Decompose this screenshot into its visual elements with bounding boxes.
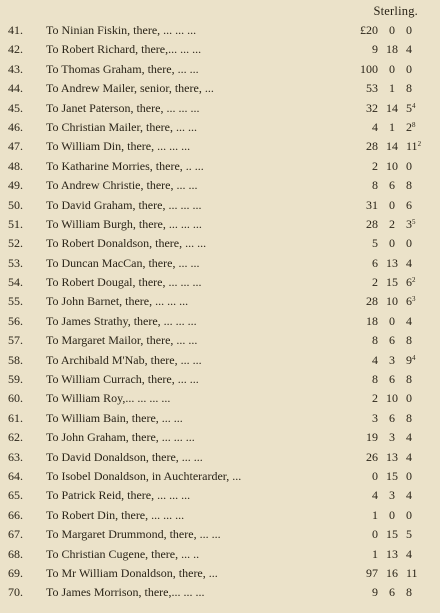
amount-shillings: 3: [389, 488, 395, 503]
amount-shillings: 13: [386, 255, 398, 270]
entry-number: 45.: [8, 100, 23, 115]
entry-number: 69.: [8, 565, 23, 580]
ledger-row: [0, 428, 440, 447]
amount-pence: $2^8$: [406, 119, 416, 134]
entry-number: 50.: [8, 197, 23, 212]
amount-pence-fraction: 5: [412, 217, 416, 226]
entry-description: To William Currach, there, ... ...: [46, 372, 199, 387]
entry-description: To Katharine Morries, there, .. ...: [46, 158, 204, 173]
amount-pence: 4: [406, 449, 412, 464]
amount-shillings: 15: [386, 527, 398, 542]
entry-description: To Robert Richard, there,... ... ...: [46, 42, 202, 57]
ledger-row: [0, 273, 440, 292]
currency-header: Sterling.: [373, 4, 418, 18]
amount-shillings: 1: [389, 81, 395, 96]
entry-description: To Robert Dougal, there, ... ... ...: [46, 275, 202, 290]
entry-number: 56.: [8, 313, 23, 328]
entry-description: To Archibald M'Nab, there, ... ...: [46, 352, 202, 367]
ledger-row: [0, 254, 440, 273]
entry-number: 43.: [8, 61, 23, 76]
entry-number: 44.: [8, 81, 23, 96]
amount-pounds: 4: [372, 119, 378, 134]
entry-number: 54.: [8, 275, 23, 290]
ledger-rows: [0, 21, 440, 603]
entry-number: 64.: [8, 468, 23, 483]
entry-number: 42.: [8, 42, 23, 57]
amount-pence-fraction: 2: [412, 276, 416, 285]
entry-description: To Robert Donaldson, there, ... ...: [46, 236, 207, 251]
entry-description: To Thomas Graham, there, ... ...: [46, 61, 199, 76]
entry-description: To James Strathy, there, ... ... ...: [46, 313, 197, 328]
entry-description: To Andrew Christie, there, ... ...: [46, 178, 198, 193]
amount-pounds: 19: [366, 430, 378, 445]
amount-pounds: 5: [372, 236, 378, 251]
entry-number: 59.: [8, 372, 23, 387]
amount-shillings: 10: [386, 294, 398, 309]
entry-description: To Christian Mailer, there, ... ...: [46, 119, 197, 134]
entry-number: 46.: [8, 119, 23, 134]
entry-number: 61.: [8, 410, 23, 425]
amount-pounds: 2: [372, 158, 378, 173]
entry-description: To David Donaldson, there, ... ...: [46, 449, 203, 464]
entry-description: To Isobel Donaldson, in Auchterarder, ...: [46, 468, 242, 483]
amount-pence: 8: [406, 372, 412, 387]
amount-shillings: 6: [389, 585, 395, 600]
ledger-row: [0, 331, 440, 350]
amount-pounds: 26: [366, 449, 378, 464]
amount-pence: 0: [406, 236, 412, 251]
amount-pounds: 4: [372, 488, 378, 503]
amount-pence: 11: [406, 565, 418, 580]
amount-pounds: 100: [360, 61, 378, 76]
ledger-row: [0, 448, 440, 467]
amount-pence: 4: [406, 255, 412, 270]
ledger-row: [0, 21, 440, 40]
entry-description: To David Graham, there, ... ... ...: [46, 197, 202, 212]
entry-number: 47.: [8, 139, 23, 154]
ledger-row: [0, 312, 440, 331]
ledger-row: [0, 564, 440, 583]
amount-pounds: 28: [366, 139, 378, 154]
amount-shillings: 13: [386, 546, 398, 561]
ledger-row: [0, 176, 440, 195]
amount-shillings: 10: [386, 391, 398, 406]
entry-number: 51.: [8, 216, 23, 231]
amount-shillings: 16: [386, 565, 398, 580]
ledger-row: [0, 389, 440, 408]
ledger-row: [0, 234, 440, 253]
entry-description: To John Graham, there, ... ... ...: [46, 430, 195, 445]
amount-pence: $5^4$: [406, 100, 416, 115]
amount-shillings: 15: [386, 468, 398, 483]
ledger-row: [0, 506, 440, 525]
entry-description: To Janet Paterson, there, ... ... ...: [46, 100, 200, 115]
ledger-row: [0, 583, 440, 602]
amount-pounds: 4: [372, 352, 378, 367]
amount-shillings: 0: [389, 313, 395, 328]
amount-shillings: 14: [386, 139, 398, 154]
amount-shillings: 0: [389, 197, 395, 212]
amount-pence: 4: [406, 430, 412, 445]
entry-number: 48.: [8, 158, 23, 173]
amount-pounds: 9: [372, 42, 378, 57]
amount-pounds: 0: [372, 527, 378, 542]
amount-pounds: 97: [366, 565, 378, 580]
ledger-row: [0, 292, 440, 311]
entry-number: 52.: [8, 236, 23, 251]
amount-pounds: 32: [366, 100, 378, 115]
entry-number: 55.: [8, 294, 23, 309]
ledger-row: [0, 60, 440, 79]
entry-description: To Robert Din, there, ... ... ...: [46, 507, 185, 522]
amount-shillings: 18: [386, 42, 398, 57]
amount-pence-fraction: 4: [412, 101, 416, 110]
entry-description: To William Din, there, ... ... ...: [46, 139, 191, 154]
amount-pence: 8: [406, 81, 412, 96]
amount-pounds: 3: [372, 410, 378, 425]
entry-description: To Margaret Drummond, there, ... ...: [46, 527, 221, 542]
ledger-row: [0, 196, 440, 215]
amount-pounds: 28: [366, 294, 378, 309]
entry-description: To Andrew Mailer, senior, there, ...: [46, 81, 214, 96]
entry-description: To Ninian Fiskin, there, ... ... ...: [46, 23, 197, 37]
entry-number: 53.: [8, 255, 23, 270]
entry-description: To Margaret Mailor, there, ... ...: [46, 333, 198, 348]
amount-pence: 6: [406, 197, 412, 212]
entry-number: 41.: [8, 23, 23, 37]
amount-pounds: 18: [366, 313, 378, 328]
amount-pence: $11^2$: [406, 139, 422, 154]
entry-number: 57.: [8, 333, 23, 348]
amount-pounds: 9: [372, 585, 378, 600]
amount-shillings: 0: [389, 236, 395, 251]
entry-number: 49.: [8, 178, 23, 193]
amount-pence: 0: [406, 61, 412, 76]
amount-pence: 0: [406, 391, 412, 406]
amount-shillings: 2: [389, 216, 395, 231]
entry-description: To William Bain, there, ... ...: [46, 410, 183, 425]
amount-pence: $9^4$: [406, 352, 416, 367]
entry-number: 62.: [8, 430, 23, 445]
entry-number: 63.: [8, 449, 23, 464]
ledger-row: [0, 545, 440, 564]
entry-description: To Duncan MacCan, there, ... ...: [46, 255, 200, 270]
entry-number: 58.: [8, 352, 23, 367]
ledger-row: [0, 370, 440, 389]
amount-shillings: 1: [389, 119, 395, 134]
amount-pence: 4: [406, 546, 412, 561]
entry-description: To William Burgh, there, ... ... ...: [46, 216, 202, 231]
ledger-row: [0, 137, 440, 156]
ledger-row: [0, 79, 440, 98]
amount-shillings: 10: [386, 158, 398, 173]
entry-description: To James Morrison, there,... ... ...: [46, 585, 205, 600]
entry-description: To Christian Cugene, there, ... ..: [46, 546, 200, 561]
amount-shillings: 6: [389, 333, 395, 348]
ledger-row: [0, 118, 440, 137]
ledger-row: [0, 351, 440, 370]
amount-pounds: 53: [366, 81, 378, 96]
amount-pounds: 8: [372, 372, 378, 387]
entry-description: To Patrick Reid, there, ... ... ...: [46, 488, 191, 503]
amount-pence: $6^2$: [406, 275, 416, 290]
entry-description: To Mr William Donaldson, there, ...: [46, 565, 218, 580]
amount-pounds: 6: [372, 255, 378, 270]
amount-pounds: 1: [372, 546, 378, 561]
amount-shillings: 13: [386, 449, 398, 464]
amount-shillings: 0: [389, 61, 395, 76]
amount-shillings: 6: [389, 372, 395, 387]
ledger-row: [0, 467, 440, 486]
amount-shillings: 3: [389, 352, 395, 367]
amount-pounds: 0: [372, 468, 378, 483]
amount-shillings: 0: [389, 23, 395, 37]
amount-pounds: 8: [372, 333, 378, 348]
amount-shillings: 14: [386, 100, 398, 115]
amount-pence: $6^3$: [406, 294, 416, 309]
amount-shillings: 3: [389, 430, 395, 445]
ledger-row: [0, 157, 440, 176]
entry-description: To John Barnet, there, ... ... ...: [46, 294, 189, 309]
amount-pence: 8: [406, 410, 412, 425]
ledger-row: [0, 40, 440, 59]
amount-pence: 4: [406, 313, 412, 328]
amount-pence: 4: [406, 488, 412, 503]
amount-shillings: 15: [386, 275, 398, 290]
amount-pounds: 8: [372, 178, 378, 193]
amount-shillings: 6: [389, 410, 395, 425]
entry-number: 68.: [8, 546, 23, 561]
ledger-row: [0, 215, 440, 234]
amount-pence: 0: [406, 468, 412, 483]
entry-number: 70.: [8, 585, 23, 600]
entry-number: 65.: [8, 488, 23, 503]
amount-pence-fraction: 4: [412, 353, 416, 362]
amount-pence: 5: [406, 527, 412, 542]
ledger-row: [0, 409, 440, 428]
amount-pounds: 28: [366, 216, 378, 231]
amount-pence: 4: [406, 42, 412, 57]
amount-pence: 8: [406, 585, 412, 600]
amount-pence: $3^5$: [406, 216, 416, 231]
amount-shillings: 6: [389, 178, 395, 193]
amount-pence-fraction: 3: [412, 295, 416, 304]
amount-pounds: 31: [366, 197, 378, 212]
amount-pence-fraction: 8: [412, 120, 416, 129]
amount-pence-fraction: 2: [417, 140, 422, 149]
entry-description: To William Roy,... ... ... ...: [46, 391, 171, 406]
amount-pence: 0: [406, 507, 412, 522]
amount-pence: 0: [406, 23, 412, 37]
amount-pence: 8: [406, 178, 412, 193]
entry-number: 60.: [8, 391, 23, 406]
ledger-row: [0, 486, 440, 505]
amount-shillings: 0: [389, 507, 395, 522]
entry-number: 66.: [8, 507, 23, 522]
amount-pence: 0: [406, 158, 412, 173]
entry-number: 67.: [8, 527, 23, 542]
amount-pounds: 2: [372, 391, 378, 406]
amount-pence: 8: [406, 333, 412, 348]
ledger-row: [0, 525, 440, 544]
ledger-row: [0, 99, 440, 118]
amount-pounds: 2: [372, 275, 378, 290]
amount-pounds: 1: [372, 507, 378, 522]
amount-pounds: £20: [360, 23, 378, 37]
